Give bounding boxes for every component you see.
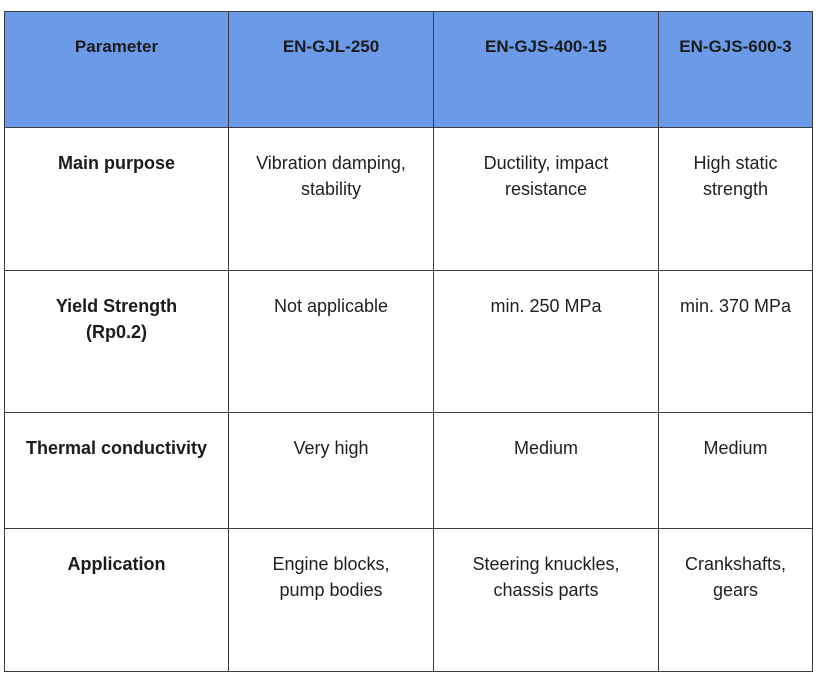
table-cell	[659, 529, 813, 672]
cell-text: Medium	[513, 438, 579, 458]
row-label-text: Thermal conductivity	[25, 438, 208, 458]
table-cell	[229, 529, 434, 672]
cell-text: Very high	[293, 438, 369, 458]
table-cell	[229, 128, 434, 271]
table-cell	[434, 128, 659, 271]
row-label-text: Application	[67, 554, 166, 574]
table-cell	[659, 128, 813, 271]
cell-text: Not applicable	[273, 296, 389, 316]
table-cell	[229, 413, 434, 529]
header-row	[5, 12, 813, 128]
header-cell-parameter: Parameter	[5, 12, 229, 128]
cell-text: Ductility, impact resistance	[483, 153, 609, 199]
row-label-main-purpose	[5, 128, 229, 271]
comparison-table	[4, 11, 813, 672]
cell-text: High static strength	[693, 153, 778, 199]
cell-text: Vibration damping, stability	[256, 153, 406, 199]
row-label-text: Yield Strength (Rp0.2)	[55, 296, 178, 342]
header-cell-en-gjl-250: EN-GJL-250	[229, 12, 434, 128]
row-label-application	[5, 529, 229, 672]
table-cell	[434, 271, 659, 413]
cell-text: min. 370 MPa	[679, 296, 792, 316]
table-row	[5, 128, 813, 271]
table-cell	[659, 413, 813, 529]
header-cell-en-gjs-400-15: EN-GJS-400-15	[434, 12, 659, 128]
table-cell	[434, 413, 659, 529]
row-label-thermal-conductivity	[5, 413, 229, 529]
cell-text: Crankshafts, gears	[684, 554, 787, 600]
table-cell	[434, 529, 659, 672]
cell-text: min. 250 MPa	[490, 296, 602, 316]
table-row	[5, 271, 813, 413]
cell-text: Steering knuckles, chassis parts	[472, 554, 620, 600]
table-cell	[659, 271, 813, 413]
table-cell	[229, 271, 434, 413]
cell-text: Engine blocks, pump bodies	[272, 554, 390, 600]
table-row	[5, 529, 813, 672]
cell-text: Medium	[703, 438, 768, 458]
row-label-text: Main purpose	[57, 153, 175, 173]
row-label-yield-strength	[5, 271, 229, 413]
table-row	[5, 413, 813, 529]
header-cell-en-gjs-600-3: EN-GJS-600-3	[659, 12, 813, 128]
